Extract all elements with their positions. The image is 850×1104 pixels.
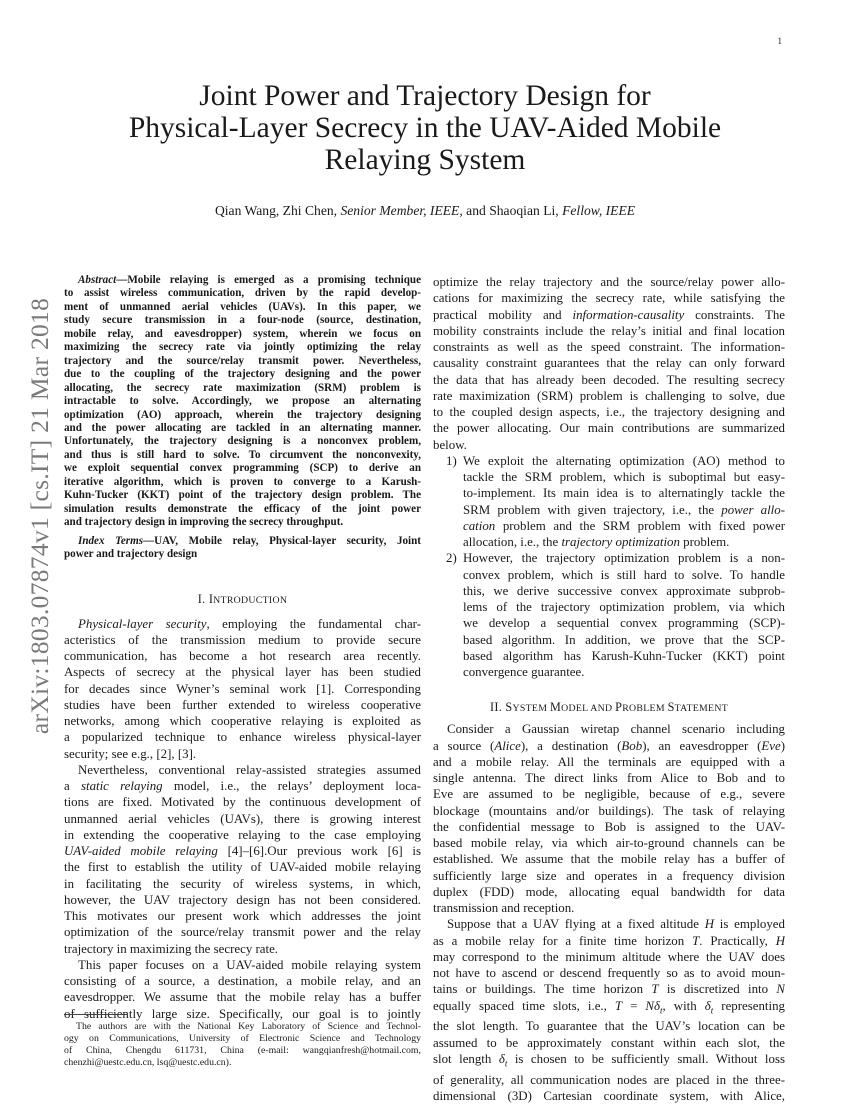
text-line: unmanned aerial vehicles (UAVs), there is growing interest [64, 811, 421, 826]
text-line: may correspond to the minimum altitude where the UAV does [433, 949, 785, 964]
section-heading-introduction [64, 592, 421, 607]
text-line: optimize the relay trajectory and the source/relay power allo- [433, 275, 785, 289]
footnote [64, 1021, 421, 1069]
abstract-line: maximizing the secrecy rate via jointly optimizing the relay [64, 341, 421, 354]
text-line: in facilitating the security of wireless systems, in which, [64, 876, 421, 891]
math-subscript: t [504, 1058, 508, 1069]
title-line: Physical-Layer Secrecy in the UAV-Aided Mobile [128, 112, 722, 144]
text-line: the slot length. To guarantee that the UAV’s location can be [433, 1019, 785, 1034]
abstract-line: mobile relay, and eavesdropper) system, wherein we focus on [64, 327, 421, 340]
section-title-initial: S [667, 700, 675, 715]
text-line [433, 307, 785, 323]
section-title-rest: YSTEM [512, 703, 550, 715]
paper-title [70, 80, 780, 176]
text-span: problem. [679, 535, 730, 549]
list-number: 1) [446, 453, 457, 468]
text-line [433, 981, 785, 997]
text-span: model, i.e., the relays’ deployment loca- [162, 779, 421, 794]
introduction-continued [433, 274, 785, 680]
text-line: assumed to be approximately constant within each slot, the [433, 1035, 785, 1050]
section-heading-system-model [433, 700, 785, 715]
text-span: is employed [714, 917, 785, 932]
arxiv-stamp-text: arXiv:1803.07874v1 [cs.IT] 21 Mar 2018 [25, 297, 54, 735]
index-terms-text: —UAV, Mobile relay, Physical-layer security, Joint [143, 534, 421, 547]
text-line: convex problem, which is still hard to solve. To handle [463, 567, 785, 582]
abstract-line: and the power allocating are tackled in an alternating manner. [64, 421, 421, 434]
list-number: 2) [446, 551, 457, 566]
math-subscript: t [660, 1005, 663, 1016]
index-terms-line: power and trajectory design [64, 548, 198, 561]
author-role: Fellow, IEEE [562, 203, 636, 218]
section-title-rest: ODEL AND [561, 703, 616, 715]
text-span: representing [713, 998, 785, 1013]
abstract-line: and thus is still hard to solve. To circumvent the nonconvexity, [64, 448, 421, 461]
math-symbol: T [614, 998, 623, 1013]
section-title-rest: NTRODUCTION [213, 594, 288, 606]
text-line: tions are fixed. Motivated by the continuous development of [64, 795, 421, 810]
text-line: networks, among which cooperative relaying is exploited as [64, 714, 421, 729]
text-line [64, 843, 421, 859]
footnote-line: ogy on Communications, University of Electronic Science and Technology [64, 1032, 421, 1044]
text-span: ), an eavesdropper ( [642, 738, 762, 753]
text-line: the power allocating. Our main contributions are summarized [433, 421, 785, 436]
abstract-line: allocating, the secrecy rate maximization (SRM) problem is [64, 381, 421, 394]
text-line: to-implement. Its main idea is to alternatingly tackle the [463, 486, 785, 501]
text-line: We exploit the alternating optimization (AO) method to [463, 453, 785, 468]
index-terms-label: Index Terms [78, 534, 144, 547]
text-line: based algorithm has Karush-Kuhn-Tucker (KKT) point [463, 648, 785, 663]
text-line: sufficiently large size and operates in a frequency division [433, 868, 785, 883]
text-line: for decades since Wyner’s seminal work [1]. Corresponding [64, 681, 421, 696]
section-number: II. [490, 700, 506, 715]
text-span: allocation, i.e., the [463, 535, 562, 549]
text-line: cations for maximizing the secrecy rate, while satisfying the [433, 291, 785, 306]
text-line [433, 998, 785, 1019]
right-column [433, 274, 785, 1104]
index-terms-line [64, 535, 421, 548]
math-symbol: N [776, 982, 785, 997]
text-line: the confidential message to Bob is assigned to the UAV- [433, 819, 785, 834]
text-line: a popularized technique to enhance wireless physical-layer [64, 730, 421, 745]
text-span: a source ( [433, 738, 495, 753]
text-span: ) [780, 738, 785, 753]
math-symbol: N [645, 998, 655, 1013]
abstract-line: trajectory and the source/relay transmit power. Nevertheless, [64, 354, 421, 367]
introduction-text [64, 616, 421, 1022]
left-column [64, 274, 421, 1022]
text-span: Suppose that a UAV flying at a fixed altitude [447, 917, 705, 932]
section-title-rest: ROBLEM [622, 703, 668, 715]
abstract-text: —Mobile relaying is emerged as a promising technique [116, 274, 421, 286]
abstract-line: intractable to solve. Accordingly, we propose an alternating [64, 395, 421, 408]
text-line: optimization of the source/relay transmit power and the relay [64, 925, 421, 940]
text-line: not have to ascend or descend frequently so as to avoid moun- [433, 966, 785, 980]
text-line: This motivates our present work which addresses the joint [64, 909, 421, 924]
italic-term: Alice [494, 738, 521, 753]
italic-term: power allo- [721, 502, 785, 517]
section-title-rest: TATEMENT [674, 703, 728, 715]
italic-term: Eve [761, 738, 781, 753]
author-list [70, 203, 780, 219]
section-title-initial: I [208, 591, 214, 606]
text-line: eavesdropper. We assume that the mobile relay has a buffer [64, 990, 421, 1005]
abstract-label: Abstract [78, 274, 117, 286]
italic-term: information-causality [572, 307, 685, 322]
math-symbol: δ [498, 1051, 505, 1066]
text-line: of generality, all communication nodes are placed in the three- [433, 1072, 785, 1087]
text-line: the data that has already been decoded. The resulting secrecy [433, 372, 785, 387]
text-line: based algorithm. In addition, we prove that the SCP- [463, 632, 785, 647]
text-line: and a mobile relay. All the terminals are equipped with a [433, 754, 785, 769]
text-line [64, 616, 421, 632]
contribution-item [433, 453, 785, 551]
text-line: in extending the cooperative relaying to the case employing [64, 827, 421, 842]
footnote-rule [64, 1014, 128, 1015]
text-line: of sufficiently large size. Specifically, our goal is to jointly [64, 1006, 421, 1021]
text-span: practical mobility and [433, 307, 573, 322]
italic-term: Bob [621, 738, 643, 753]
text-span: SRM problem with given trajectory, i.e., the [463, 502, 722, 517]
text-line: established. We assume that the mobile relay has a buffer of [433, 852, 785, 867]
text-span: , employing the fundamental char- [206, 616, 421, 631]
text-line: duplex (FDD) mode, allocating equal bandwidth for data [433, 884, 785, 899]
abstract-line: study secure transmission in a four-node (source, destination, [64, 314, 421, 327]
text-span: = [622, 998, 646, 1013]
abstract-line: to assist wireless communication, driven by the rapid develop- [64, 287, 421, 300]
text-line [463, 502, 785, 518]
abstract-line: due to the coupling of the trajectory designing and the power [64, 368, 421, 381]
text-line: Eve are assumed to be negligible, because of e.g., severe [433, 787, 785, 802]
text-line: based mobile relay, via which air-to-ground channels can be [433, 836, 785, 850]
author-role: Senior Member, IEEE [340, 203, 460, 218]
text-line: single antenna. The direct links from Alice to Bob and to [433, 771, 785, 785]
contribution-item [433, 550, 785, 680]
text-line: communication, has become a hot research area recently. [64, 649, 421, 664]
text-line: studies have been further extended to wireless cooperative [64, 697, 421, 712]
text-line [463, 518, 785, 534]
math-subscript: t [710, 1005, 714, 1016]
text-line: lems of the trajectory optimization problem, via which [463, 600, 785, 614]
text-span: tains or buildings. The time horizon [433, 982, 652, 997]
text-line [433, 738, 785, 754]
text-line: However, the trajectory optimization problem is a non- [463, 551, 785, 566]
abstract [64, 274, 421, 530]
text-line: to the coupled design aspects, i.e., the trajectory designing and [433, 405, 785, 419]
text-span: equally spaced time slots, i.e., [433, 998, 615, 1013]
italic-term: trajectory optimization [561, 535, 680, 549]
text-line [463, 534, 785, 550]
author-names: , and Shaoqian Li, [459, 203, 563, 218]
text-line: Aspects of secrecy at the physical layer has been studied [64, 665, 421, 680]
abstract-line: iterative algorithm, which is proven to converge to a Karush- [64, 475, 421, 488]
text-span: . Practically, [699, 933, 776, 948]
math-symbol: T [651, 982, 659, 997]
text-line: we develop a sequential convex programming (SCP)- [463, 616, 785, 631]
text-line [433, 933, 785, 949]
section-title-initial: P [615, 700, 623, 715]
text-line: tackle the SRM problem, which is suboptimal but easy- [463, 470, 785, 484]
text-span: ), a destination ( [520, 738, 622, 753]
footnote-line: The authors are with the National Key Laboratory of Science and Technol- [76, 1021, 421, 1032]
title-line: Joint Power and Trajectory Design for [199, 80, 651, 112]
abstract-line: and trajectory design in improving the secrecy throughput. [64, 516, 344, 529]
abstract-line: optimization (AO) approach, wherein the trajectory designing [64, 408, 421, 421]
text-span: , with [662, 998, 705, 1013]
text-line [433, 916, 785, 932]
math-symbol: T [692, 933, 700, 948]
math-symbol: H [775, 933, 785, 948]
text-line: transmission and reception. [433, 901, 575, 915]
text-line: Nevertheless, conventional relay-assisted strategies assumed [78, 762, 421, 777]
text-line: dimensional (3D) Cartesian coordinate system, with Alice, [433, 1088, 785, 1103]
section-title-initial: M [549, 700, 562, 715]
abstract-line: ment of unmanned aerial vehicles (UAVs). In this paper, we [64, 300, 421, 313]
text-line: constraints as well as the speed constraint. The information- [433, 340, 785, 354]
math-symbol: δ [654, 998, 661, 1013]
text-line: below. [433, 437, 467, 452]
text-line: this, we derive successive convex approximate subprob- [463, 583, 785, 598]
math-symbol: δ [704, 998, 711, 1013]
text-line: however, the UAV trajectory design has not been considered. [64, 892, 421, 907]
footnote-line: of China, Chengdu 611731, China (e-mail: wangqianfresh@hotmail.com, [64, 1044, 421, 1056]
text-line [64, 778, 421, 794]
italic-term: Physical-layer security [78, 616, 207, 631]
system-model-text [433, 721, 785, 1104]
text-line: blockage (mountains and/or buildings). The task of relaying [433, 803, 785, 818]
text-line: security; see e.g., [2], [3]. [64, 746, 197, 761]
text-span: as a mobile relay for a finite time horizon [433, 933, 693, 948]
abstract-line: Unfortunately, the trajectory designing is a nonconvex problem, [64, 435, 421, 448]
italic-term: cation [463, 518, 496, 533]
index-terms [64, 535, 421, 562]
text-line: Consider a Gaussian wiretap channel scenario including [447, 722, 785, 737]
text-span: a [64, 779, 81, 794]
abstract-line [64, 274, 421, 287]
text-span: is discretized into [658, 982, 777, 997]
text-line [433, 1051, 785, 1072]
text-line: consisting of a source, a destination, a mobile relay, and an [64, 974, 421, 989]
text-line: convergence guarantee. [463, 665, 585, 679]
section-title-initial: S [505, 700, 513, 715]
text-span: problem and the SRM problem with fixed power [495, 518, 785, 533]
abstract-line: we exploit sequential convex programming (SCP) to derive an [64, 462, 421, 475]
text-line: mobility constraints include the relay’s initial and final location [433, 323, 785, 338]
text-span: constraints. The [684, 307, 785, 322]
math-symbol: H [704, 917, 714, 932]
abstract-line: Kuhn-Tucker (KKT) point of the trajectory design problem. The [64, 489, 421, 502]
author-names: Qian Wang, Zhi Chen, [214, 203, 341, 218]
text-span: is chosen to be sufficiently small. Without loss [507, 1051, 785, 1066]
text-line: acteristics of the transmission medium to provide secure [64, 632, 421, 647]
footnote-line: chenzhi@uestc.edu.cn, lsq@uestc.edu.cn). [64, 1056, 232, 1068]
text-line: the first to establish the utility of UAV-aided mobile relaying [64, 860, 421, 875]
italic-term: static relaying [80, 779, 163, 794]
section-number: I. [197, 591, 209, 606]
abstract-line: simulation results demonstrate the efficacy of the joint power [64, 502, 421, 515]
text-line: rate maximization (SRM) problem is challenging to solve, due [433, 388, 785, 403]
text-span: [4]–[6].Our previous work [6] is [217, 844, 421, 859]
arxiv-stamp [22, 272, 58, 760]
title-line: Relaying System [324, 144, 526, 176]
text-line: trajectory in maximizing the secrecy rate. [64, 941, 279, 956]
text-line: This paper focuses on a UAV-aided mobile relaying system [78, 957, 421, 972]
page-number: 1 [777, 36, 782, 46]
text-line: causality constraint guarantees that the relay can only forward [433, 356, 785, 371]
text-span: slot length [433, 1051, 499, 1066]
italic-term: UAV-aided mobile relaying [64, 844, 218, 859]
